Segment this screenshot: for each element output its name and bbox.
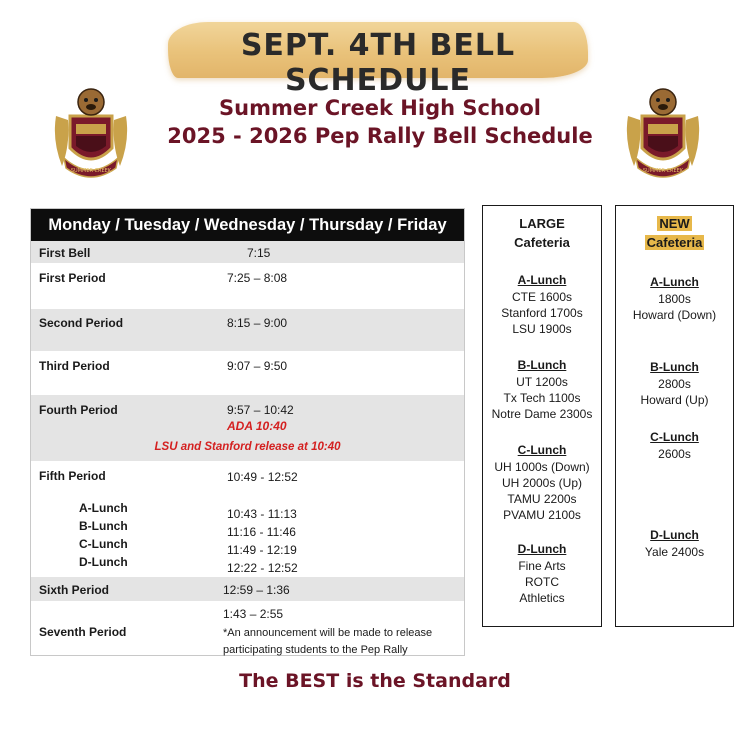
lunch-heading: A-Lunch xyxy=(517,273,567,287)
school-name: Summer Creek High School xyxy=(219,96,541,120)
lunch-label: D-Lunch xyxy=(79,555,128,569)
table-row xyxy=(31,263,464,309)
lunch-time: 12:22 - 12:52 xyxy=(227,561,298,575)
bulldog-crest-logo-right xyxy=(622,86,704,182)
bell-schedule-table xyxy=(30,208,465,656)
days-header: Monday / Tuesday / Wednesday / Thursday / Friday xyxy=(31,209,464,241)
lunch-label: C-Lunch xyxy=(79,537,128,551)
list-item: Howard (Down) xyxy=(632,308,717,322)
announcement-note: *An announcement will be made to release participating students to the Pep Rally xyxy=(223,627,433,656)
period-time: 8:15 – 9:00 xyxy=(227,316,288,330)
period-time: 12:59 – 1:36 xyxy=(223,583,290,597)
period-label: Third Period xyxy=(39,359,110,373)
crest-lettering: SUMMER CREEK xyxy=(70,168,112,174)
period-time: 9:57 – 10:42 xyxy=(227,403,294,417)
lunch-heading: D-Lunch xyxy=(650,528,699,542)
list-item: Athletics xyxy=(519,591,565,605)
release-notice: LSU and Stanford release at 10:40 xyxy=(154,441,341,453)
lunch-label: A-Lunch xyxy=(79,501,128,515)
cafeteria-title: LARGE xyxy=(519,216,565,231)
period-label: First Period xyxy=(39,271,106,285)
list-item: Tx Tech 1100s xyxy=(503,391,581,405)
period-time: 7:15 xyxy=(247,246,271,260)
schedule-title: 2025 - 2026 Pep Rally Bell Schedule xyxy=(167,124,593,148)
large-cafeteria-panel xyxy=(482,205,602,627)
period-time: 7:25 – 8:08 xyxy=(227,271,288,285)
lunch-time: 11:16 - 11:46 xyxy=(227,525,296,539)
period-label: First Bell xyxy=(39,246,91,260)
lunch-label: B-Lunch xyxy=(79,519,128,533)
lunch-heading: A-Lunch xyxy=(650,275,699,289)
period-time: 9:07 – 9:50 xyxy=(227,359,288,373)
cafeteria-title: Cafeteria xyxy=(646,235,703,250)
tagline: The BEST is the Standard xyxy=(239,670,511,692)
period-label: Sixth Period xyxy=(39,583,110,597)
cafeteria-title: Cafeteria xyxy=(514,235,570,250)
period-time: 1:43 – 2:55 xyxy=(223,607,284,621)
table-row xyxy=(31,601,464,655)
cafeteria-title: NEW xyxy=(659,216,690,231)
lunch-heading: D-Lunch xyxy=(517,542,567,556)
crest-lettering: SUMMER CREEK xyxy=(642,168,684,174)
lunch-time: 11:49 - 12:19 xyxy=(227,543,297,557)
page-title: SEPT. 4TH BELL SCHEDULE xyxy=(240,28,516,98)
list-item: UH 2000s (Up) xyxy=(501,476,583,490)
list-item: CTE 1600s xyxy=(511,290,573,304)
table-row xyxy=(31,309,464,351)
lunch-heading: B-Lunch xyxy=(517,358,567,372)
table-row xyxy=(31,461,464,577)
table-row xyxy=(31,351,464,395)
list-item: Howard (Up) xyxy=(640,393,709,407)
table-row xyxy=(31,241,464,263)
lunch-heading: C-Lunch xyxy=(517,443,567,457)
lunch-heading: B-Lunch xyxy=(650,360,699,374)
lunch-time: 10:43 - 11:13 xyxy=(227,507,297,521)
list-item: PVAMU 2100s xyxy=(503,508,581,522)
list-item: UH 1000s (Down) xyxy=(494,460,590,474)
list-item: Fine Arts xyxy=(518,559,566,573)
lunch-heading: C-Lunch xyxy=(650,430,699,444)
list-item: UT 1200s xyxy=(516,375,568,389)
list-item: Stanford 1700s xyxy=(501,306,583,320)
period-label: Second Period xyxy=(39,316,124,330)
list-item: TAMU 2200s xyxy=(507,492,577,506)
bulldog-crest-logo-left xyxy=(50,86,132,182)
period-time: 10:49 - 12:52 xyxy=(227,470,298,484)
table-row xyxy=(31,577,464,601)
period-label: Fifth Period xyxy=(39,469,106,483)
list-item: 1800s xyxy=(658,292,691,306)
list-item: LSU 1900s xyxy=(512,322,572,336)
list-item: 2600s xyxy=(658,447,691,461)
period-label: Seventh Period xyxy=(39,625,127,639)
list-item: Yale 2400s xyxy=(644,545,705,559)
list-item: Notre Dame 2300s xyxy=(491,407,593,421)
new-cafeteria-panel xyxy=(615,205,734,627)
ada-notice: ADA 10:40 xyxy=(227,419,287,433)
list-item: 2800s xyxy=(658,377,691,391)
period-label: Fourth Period xyxy=(39,403,118,417)
table-row xyxy=(31,395,464,461)
list-item: ROTC xyxy=(525,575,559,589)
